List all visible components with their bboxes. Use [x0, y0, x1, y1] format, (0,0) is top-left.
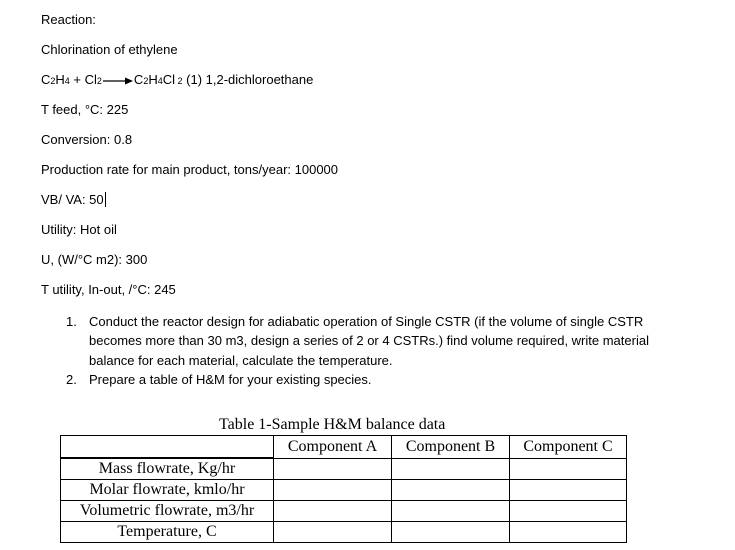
- table-cell[interactable]: [274, 522, 392, 543]
- vb-va-line[interactable]: [41, 192, 106, 208]
- table-cell[interactable]: [392, 522, 510, 543]
- eq-lhs-sub2: 4: [64, 76, 70, 86]
- table-cell[interactable]: [510, 501, 627, 522]
- column-header-component-a: Component A: [274, 436, 392, 459]
- text-cursor: [105, 192, 106, 207]
- eq-rhs-c: C: [133, 72, 144, 87]
- production-rate-text: Production rate for main product, tons/year: 100000: [41, 162, 339, 177]
- table-cell[interactable]: [274, 480, 392, 501]
- row-label: Mass flowrate, Kg/hr: [61, 458, 274, 480]
- row-label: Temperature, C: [61, 522, 274, 543]
- t-feed-text: T feed, °C: 225: [41, 102, 129, 117]
- table-row: [61, 522, 627, 543]
- conversion-text: Conversion: 0.8: [41, 132, 133, 147]
- eq-rhs-sub3: 2: [175, 76, 183, 86]
- row-label: Molar flowrate, kmlo/hr: [61, 480, 274, 501]
- table-cell[interactable]: [392, 480, 510, 501]
- utility-text: Utility: Hot oil: [41, 222, 117, 237]
- t-utility-text: T utility, In-out, /°C: 245: [41, 282, 176, 297]
- eq-lhs-sub3: 2: [96, 76, 102, 86]
- eq-rhs-sub2: 4: [157, 76, 163, 86]
- table-header-blank: [61, 436, 274, 459]
- table-row: [61, 501, 627, 522]
- eq-rhs-h: H: [148, 72, 158, 87]
- vb-va-text: VB/ VA: 50: [41, 192, 104, 207]
- table-cell[interactable]: [510, 458, 627, 480]
- task-number: 1.: [66, 314, 77, 329]
- row-label: Volumetric flowrate, m3/hr: [61, 501, 274, 522]
- table-cell[interactable]: [392, 501, 510, 522]
- eq-lhs-sub1: 2: [50, 76, 56, 86]
- task-text: Prepare a table of H&M for your existing species.: [89, 372, 372, 387]
- reaction-name: Chlorination of ethylene: [41, 42, 178, 57]
- column-header-component-b: Component B: [392, 436, 510, 459]
- task-number: 2.: [66, 372, 77, 387]
- eq-lhs-c: C: [41, 72, 51, 87]
- table-cell[interactable]: [392, 458, 510, 480]
- eq-rhs-rest: (1) 1,2-dichloroethane: [182, 72, 314, 87]
- reaction-equation: [41, 72, 313, 89]
- table-row: [61, 458, 627, 480]
- column-header-component-c: Component C: [510, 436, 627, 459]
- task-text: Conduct the reactor design for adiabatic operation of Single CSTR (if the volume of single CSTR becomes more than 30 m3, design a series of 2 or 4 CSTRs.) find volume required, write material balance for each material, calculate the temperature.: [89, 314, 649, 368]
- eq-rhs-cl: Cl: [162, 72, 176, 87]
- table-cell[interactable]: [274, 458, 392, 480]
- eq-rhs-sub1: 2: [143, 76, 149, 86]
- eq-lhs-plus-cl: + Cl: [69, 72, 97, 87]
- table-row: [61, 480, 627, 501]
- table-cell[interactable]: [510, 480, 627, 501]
- table-caption: Table 1-Sample H&M balance data: [219, 416, 446, 433]
- right-arrow-icon: [103, 76, 133, 86]
- eq-lhs-h: H: [55, 72, 65, 87]
- table-cell[interactable]: [510, 522, 627, 543]
- reaction-heading: Reaction:: [41, 12, 96, 27]
- hm-balance-table: [60, 435, 627, 543]
- table-header-row: [61, 436, 627, 459]
- table-cell[interactable]: [274, 501, 392, 522]
- u-value-text: U, (W/°C m2): 300: [41, 252, 148, 267]
